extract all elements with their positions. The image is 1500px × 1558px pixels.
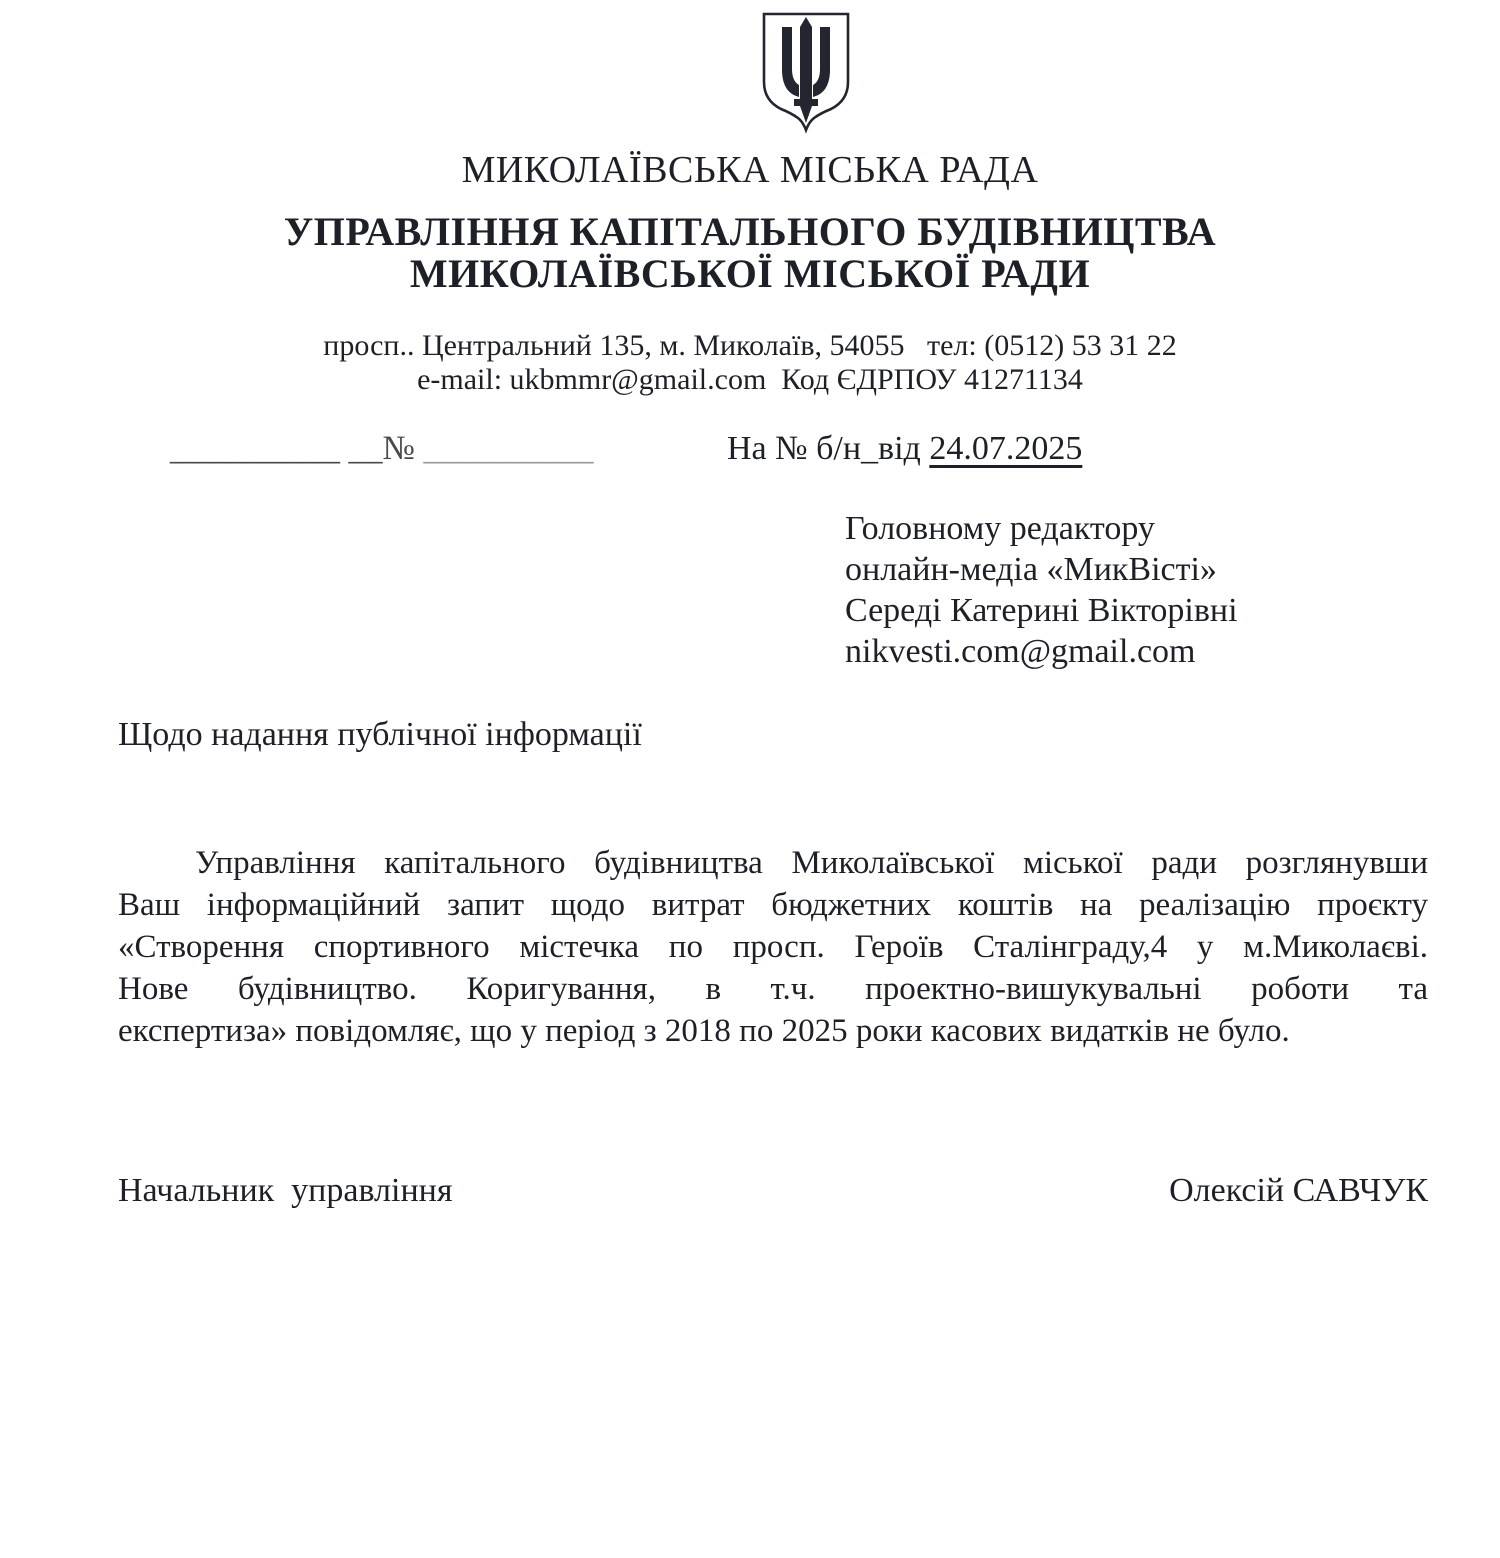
letterhead-contact-line: e-mail: ukbmmr@gmail.com Код ЄДРПОУ 41271134 [417,363,1083,396]
outgoing-number-label: __№ [340,430,424,467]
signer-name: Олексій САВЧУК [1169,1172,1428,1209]
addressee-role: Головному редактору [845,510,1155,547]
incoming-reference [727,430,1082,468]
reference-blanks [170,430,593,468]
signature-row [118,1172,1428,1210]
outgoing-number-blank: __________ [423,430,594,467]
incoming-reference-label: На № б/н_від [727,430,930,467]
reference-line [0,430,1500,474]
department-title-line1: УПРАВЛІННЯ КАПІТАЛЬНОГО БУДІВНИЦТВА [283,209,1217,254]
letter-subject: Щодо надання публічної інформації [118,716,642,753]
addressee-person: Середі Катерині Вікторівні [845,592,1238,629]
department-title-line2: МИКОЛАЇВСЬКОЇ МІСЬКОЇ РАДИ [409,251,1091,296]
addressee-media: онлайн-медіа «МикВісті» [845,551,1217,588]
incoming-reference-date: 24.07.2025 [929,430,1083,467]
addressee-email: nikvesti.com@gmail.com [845,633,1196,670]
body-line: «Створення спортивного містечка по просп. Героїв Сталінграду,4 у м.Миколаєві. [118,929,1428,965]
body-line: експертиза» повідомляє, що у період з 2018 по 2025 роки касових видатків не було. [118,1013,1290,1049]
body-line: Нове будівництво. Коригування, в т.ч. проектно-вишукувальні роботи та [118,971,1428,1007]
signer-position: Начальник управління [118,1172,453,1209]
addressee-block [845,508,1238,672]
council-title: МИКОЛАЇВСЬКА МІСЬКА РАДА [461,149,1039,191]
body-line: Управління капітального будівництва Миколаївської міської ради розглянувши [195,845,1428,881]
letterhead-address-line: просп.. Центральний 135, м. Миколаїв, 54055 тел: (0512) 53 31 22 [323,329,1177,362]
letter-body [118,842,1428,1052]
ukraine-trident-emblem-icon [760,12,852,134]
body-line: Ваш інформаційний запит щодо витрат бюджетних коштів на реалізацію проєкту [118,887,1428,923]
outgoing-date-blank: __________ [170,430,340,467]
